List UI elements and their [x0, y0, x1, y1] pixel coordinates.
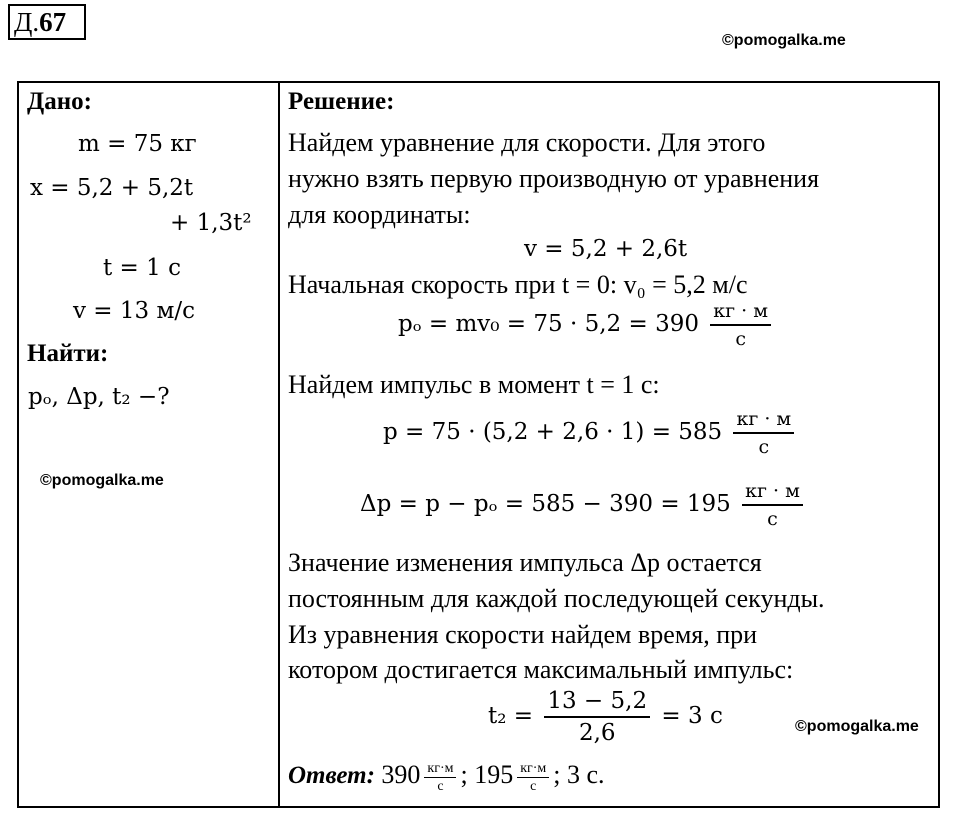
fraction-numerator: 13 − 5,2: [547, 688, 648, 714]
watermark-left: ©pomogalka.me: [40, 472, 164, 489]
answer-label: Ответ:: [288, 762, 375, 789]
fraction-t2: [544, 688, 650, 746]
watermark-top: ©pomogalka.me: [722, 32, 846, 49]
unit-numerator: кг·м: [520, 760, 547, 776]
given-x-line1: x = 5,2 + 5,2t: [30, 175, 194, 201]
given-x-line2: + 1,3t²: [170, 210, 252, 236]
unit-denominator: с: [437, 778, 444, 794]
column-divider: [278, 81, 280, 808]
unit-denominator: с: [530, 778, 537, 794]
given-time: t = 1 с: [103, 255, 181, 281]
unit-numerator: кг·м: [427, 760, 454, 776]
unit-fraction-p0: [710, 300, 771, 350]
equation-p: [383, 408, 798, 458]
equation-delta-p: [360, 480, 807, 530]
unit-denominator: с: [767, 508, 778, 530]
unit-fraction-delta-p: [742, 480, 803, 530]
unit-fraction-p: [733, 408, 794, 458]
equation-p0-lhs: pₒ = mv₀ = 75 · 5,2 = 390: [398, 311, 699, 337]
unit-numerator: кг · м: [736, 408, 792, 430]
unit-denominator: с: [735, 328, 746, 350]
unit-numerator: кг · м: [745, 480, 800, 502]
find-heading: Найти:: [27, 340, 109, 367]
paragraph-2: Найдем импульс в момент t = 1 с:: [288, 370, 660, 399]
initial-speed-line: Начальная скорость при t = 0: v₀ = 5,2 м/с: [288, 270, 748, 299]
task-number: 67: [39, 7, 67, 37]
fraction-bar: [424, 777, 456, 778]
answer-value-2: ; 195: [460, 760, 514, 789]
equation-t2-rhs: = 3 с: [661, 703, 723, 729]
solution-heading: Решение:: [288, 88, 395, 115]
paragraph-4-line-2: котором достигается максимальный импульс:: [288, 655, 794, 684]
fraction-bar: [733, 432, 794, 434]
equation-p0: [398, 300, 775, 350]
find-values: pₒ, Δp, t₂ −?: [28, 384, 170, 410]
paragraph-4-line-1: Из уравнения скорости найдем время, при: [288, 620, 758, 649]
paragraph-1-line-1: Найдем уравнение для скорости. Для этого: [288, 128, 766, 157]
equation-t2-lhs: t₂ =: [488, 703, 534, 729]
task-number-box: [8, 4, 86, 40]
given-heading: Дано:: [27, 88, 92, 115]
paragraph-3-line-2: постоянным для каждой последующей секунды.: [288, 584, 825, 613]
fraction-bar: [517, 777, 549, 778]
paragraph-1-line-3: для координаты:: [288, 200, 471, 229]
fraction-denominator: 2,6: [578, 720, 616, 746]
fraction-bar: [544, 716, 650, 718]
paragraph-1-line-2: нужно взять первую производную от уравнения: [288, 164, 820, 193]
unit-denominator: с: [758, 436, 770, 458]
answer-unit-fraction-2: [517, 761, 549, 794]
answer-value-1: 390: [381, 760, 421, 789]
unit-numerator: кг · м: [713, 300, 769, 322]
equation-p-lhs: p = 75 · (5,2 + 2,6 · 1) = 585: [383, 419, 723, 445]
task-prefix: Д.: [14, 7, 40, 37]
fraction-bar: [742, 504, 803, 506]
equation-velocity: v = 5,2 + 2,6t: [524, 236, 688, 262]
given-mass: m = 75 кг: [78, 131, 197, 157]
watermark-right: ©pomogalka.me: [795, 718, 919, 735]
answer-line: [288, 760, 605, 794]
given-velocity: v = 13 м/с: [73, 298, 195, 324]
answer-value-3: ; 3 с.: [553, 760, 605, 789]
paragraph-3-line-1: Значение изменения импульса Δp остается: [288, 548, 762, 577]
fraction-bar: [710, 324, 771, 326]
equation-delta-p-lhs: Δp = p − pₒ = 585 − 390 = 195: [360, 491, 731, 517]
answer-unit-fraction-1: [424, 761, 456, 794]
equation-t2: [488, 688, 723, 746]
